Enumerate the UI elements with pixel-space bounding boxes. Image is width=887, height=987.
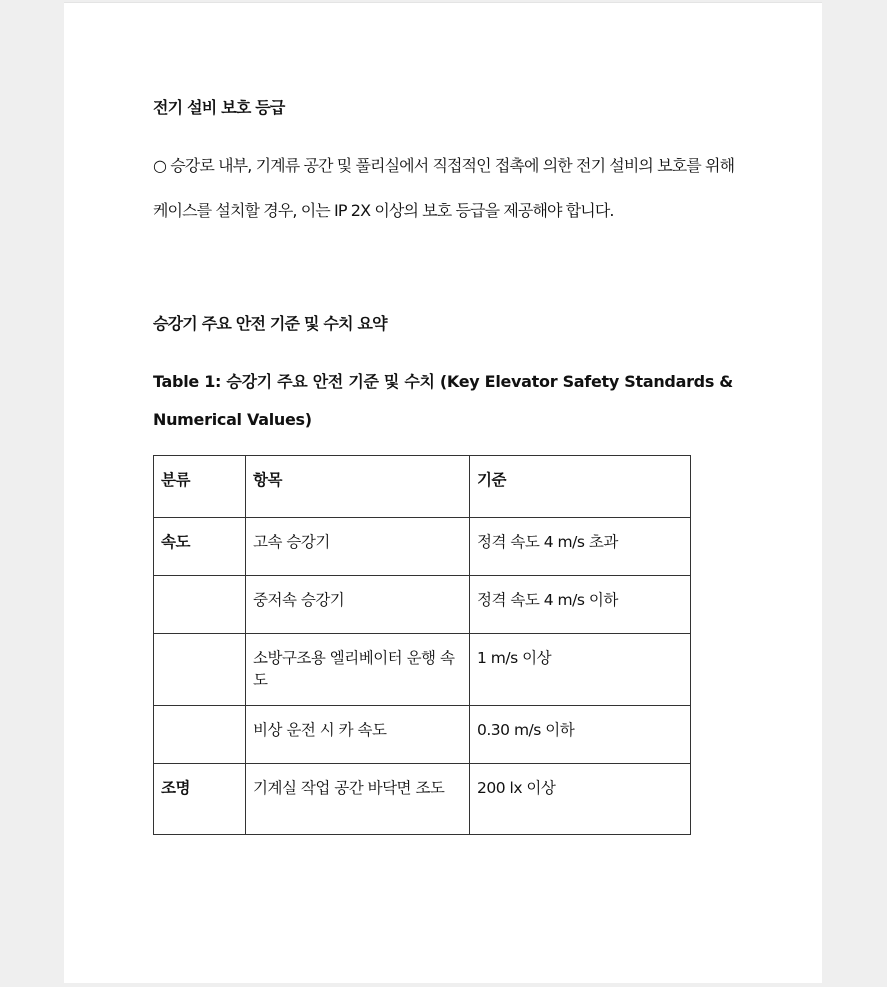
table-row [154, 764, 691, 835]
standard-cell: 1 m/s 이상 [470, 634, 691, 706]
header-category: 분류 [154, 456, 246, 518]
table-header-row [154, 456, 691, 518]
section-heading-electrical-protection: 전기 설비 보호 등급 [153, 98, 285, 117]
item-cell: 기계실 작업 공간 바닥면 조도 [246, 764, 470, 835]
category-cell: 조명 [154, 764, 246, 835]
document-page [64, 2, 822, 983]
paragraph-line-2: 케이스를 설치할 경우, 이는 IP 2X 이상의 보호 등급을 제공해야 합니다. [153, 201, 614, 220]
header-item: 항목 [246, 456, 470, 518]
table-row [154, 634, 691, 706]
item-cell: 소방구조용 엘리베이터 운행 속도 [246, 634, 470, 706]
protection-paragraph [153, 143, 735, 233]
table-row [154, 706, 691, 764]
paragraph-line-1: ○ 승강로 내부, 기계류 공간 및 풀리실에서 직접적인 접촉에 의한 전기 설비의 보호를 위해 [153, 156, 735, 175]
header-standard: 기준 [470, 456, 691, 518]
category-cell: 속도 [154, 518, 246, 576]
category-cell [154, 634, 246, 706]
table-row [154, 576, 691, 634]
category-cell [154, 706, 246, 764]
caption-line-1: Table 1: 승강기 주요 안전 기준 및 수치 (Key Elevator Safety Standards & [153, 372, 733, 391]
category-cell [154, 576, 246, 634]
section-heading-safety-summary: 승강기 주요 안전 기준 및 수치 요약 [153, 314, 387, 333]
safety-standards-table [153, 455, 691, 835]
table-row [154, 518, 691, 576]
standard-cell: 정격 속도 4 m/s 이하 [470, 576, 691, 634]
item-cell: 비상 운전 시 카 속도 [246, 706, 470, 764]
standard-cell: 200 lx 이상 [470, 764, 691, 835]
table-caption [153, 363, 733, 439]
standard-cell: 0.30 m/s 이하 [470, 706, 691, 764]
standard-cell: 정격 속도 4 m/s 초과 [470, 518, 691, 576]
caption-line-2: Numerical Values) [153, 410, 312, 429]
item-cell: 고속 승강기 [246, 518, 470, 576]
item-cell: 중저속 승강기 [246, 576, 470, 634]
